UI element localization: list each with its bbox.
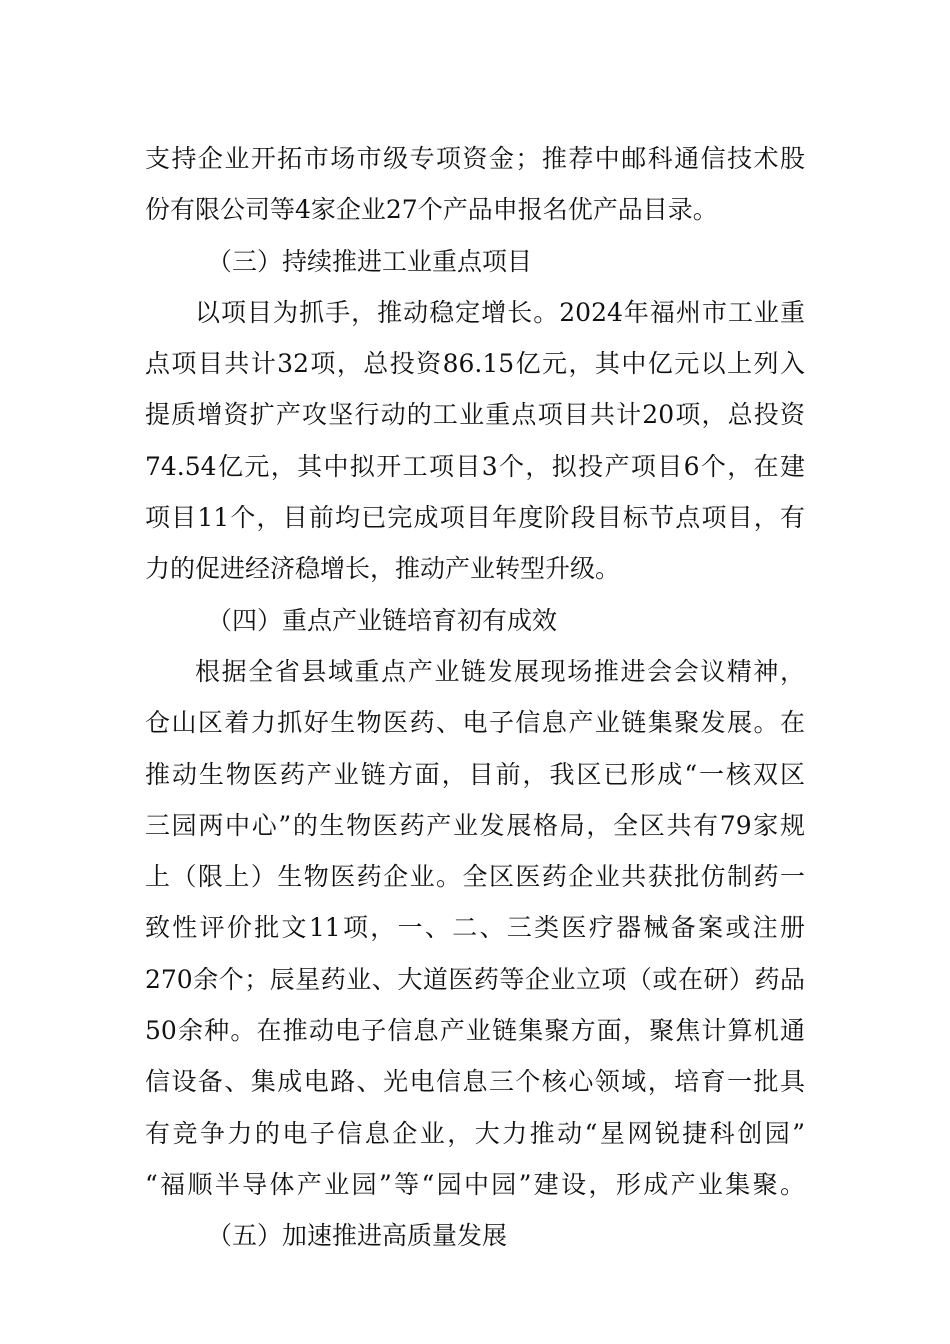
paragraph-first-line: 以项目为抓手，推动稳定增长。2024年福州市工业重 [195, 297, 805, 327]
body-line: 致性评价批文11项，一、二、三类医疗器械备案或注册 [145, 913, 805, 943]
body-line: 点项目共计32项，总投资86.15亿元，其中亿元以上列入 [145, 349, 805, 379]
section-heading-4: （四）重点产业链培育初有成效 [207, 605, 558, 635]
body-line: 份有限公司等4家企业27个产品申报名优产品目录。 [145, 195, 718, 225]
section-heading-3: （三）持续推进工业重点项目 [207, 246, 533, 276]
body-line: 推动生物医药产业链方面，目前，我区已形成“一核双区 [145, 759, 805, 789]
paragraph-first-line: 根据全省县域重点产业链发展现场推进会会议精神， [195, 656, 805, 686]
body-line: 有竞争力的电子信息企业，大力推动“星网锐捷科创园” [145, 1118, 805, 1148]
body-line: 50余种。在推动电子信息产业链集聚方面，聚焦计算机通 [145, 1016, 805, 1046]
body-line: 信设备、集成电路、光电信息三个核心领域，培育一批具 [145, 1067, 805, 1097]
body-line: 支持企业开拓市场市级专项资金；推荐中邮科通信技术股 [145, 144, 805, 173]
body-line: 三园两中心”的生物医药产业发展格局，全区共有79家规 [145, 810, 805, 840]
body-line: 提质增资扩产攻坚行动的工业重点项目共计20项，总投资 [145, 400, 805, 430]
body-line: 74.54亿元，其中拟开工项目3个，拟投产项目6个，在建 [145, 451, 805, 481]
body-line: 270余个；辰星药业、大道医药等企业立项（或在研）药品 [145, 964, 805, 994]
body-line: 仓山区着力抓好生物医药、电子信息产业链集聚发展。在 [145, 708, 805, 738]
section-heading-5: （五）加速推进高质量发展 [207, 1221, 508, 1251]
body-line: 上（限上）生物医药企业。全区医药企业共获批仿制药一 [145, 862, 805, 892]
document-body [145, 133, 805, 1262]
body-line: 项目11个，目前均已完成项目年度阶段目标节点项目，有 [145, 503, 805, 533]
body-line: “福顺半导体产业园”等“园中园”建设，形成产业集聚。 [145, 1169, 805, 1199]
body-line: 力的促进经济稳增长，推动产业转型升级。 [145, 554, 621, 584]
